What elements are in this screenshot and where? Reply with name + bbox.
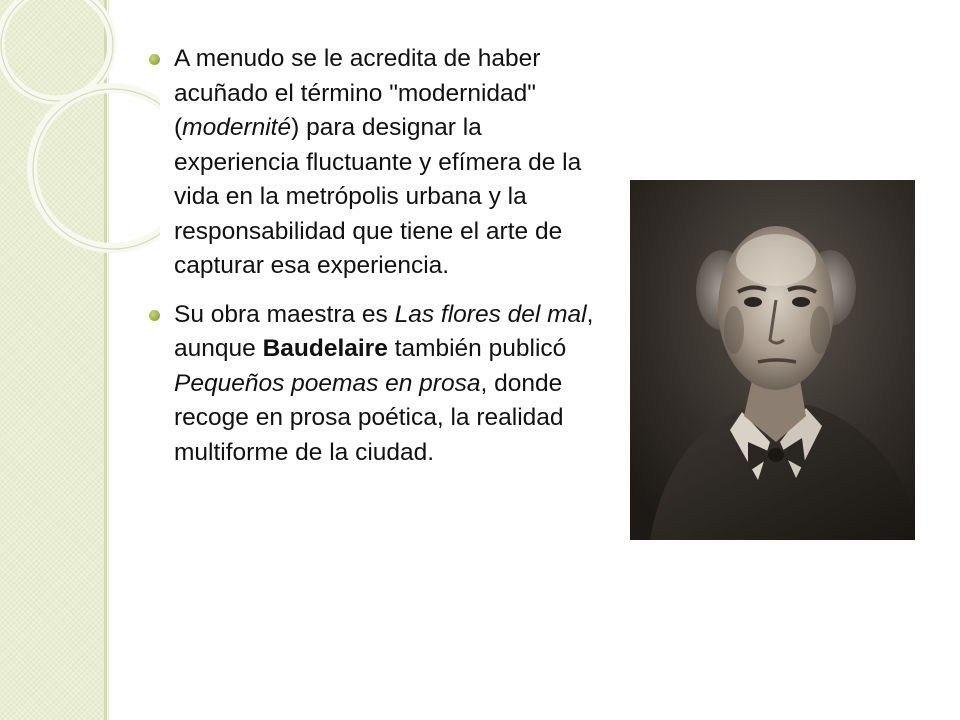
portrait-photo — [630, 180, 915, 540]
text-run: , donde recoge en prosa poética, la realidad multiforme de la ciudad. — [174, 369, 564, 466]
bullet-list — [142, 42, 604, 484]
bullet-item-1 — [142, 42, 604, 284]
text-run: Su obra maestra es — [174, 300, 395, 328]
text-run-italic: Pequeños poemas en prosa — [174, 369, 481, 397]
text-run: ) para designar la experiencia fluctuante y efímera de la vida en la metrópolis urbana y la responsabilidad que tiene el arte de capturar esa experiencia. — [174, 114, 582, 279]
bullet-text-2 — [174, 298, 604, 471]
decorative-rings-icon — [0, 0, 160, 260]
text-run: también publicó — [387, 335, 567, 362]
text-run: , aunque — [174, 300, 594, 362]
bullet-icon — [149, 54, 160, 65]
bullet-text-1 — [174, 42, 604, 284]
bullet-item-2 — [142, 298, 604, 471]
bullet-icon — [149, 310, 160, 321]
text-run-italic: Las flores del mal — [394, 300, 587, 328]
text-run: A menudo se le acredita de haber acuñado el término "modernidad" ( — [174, 45, 541, 141]
text-run-italic: modernité — [182, 114, 292, 141]
text-run-bold: Baudelaire — [262, 335, 388, 362]
portrait-photo-icon — [630, 180, 915, 540]
